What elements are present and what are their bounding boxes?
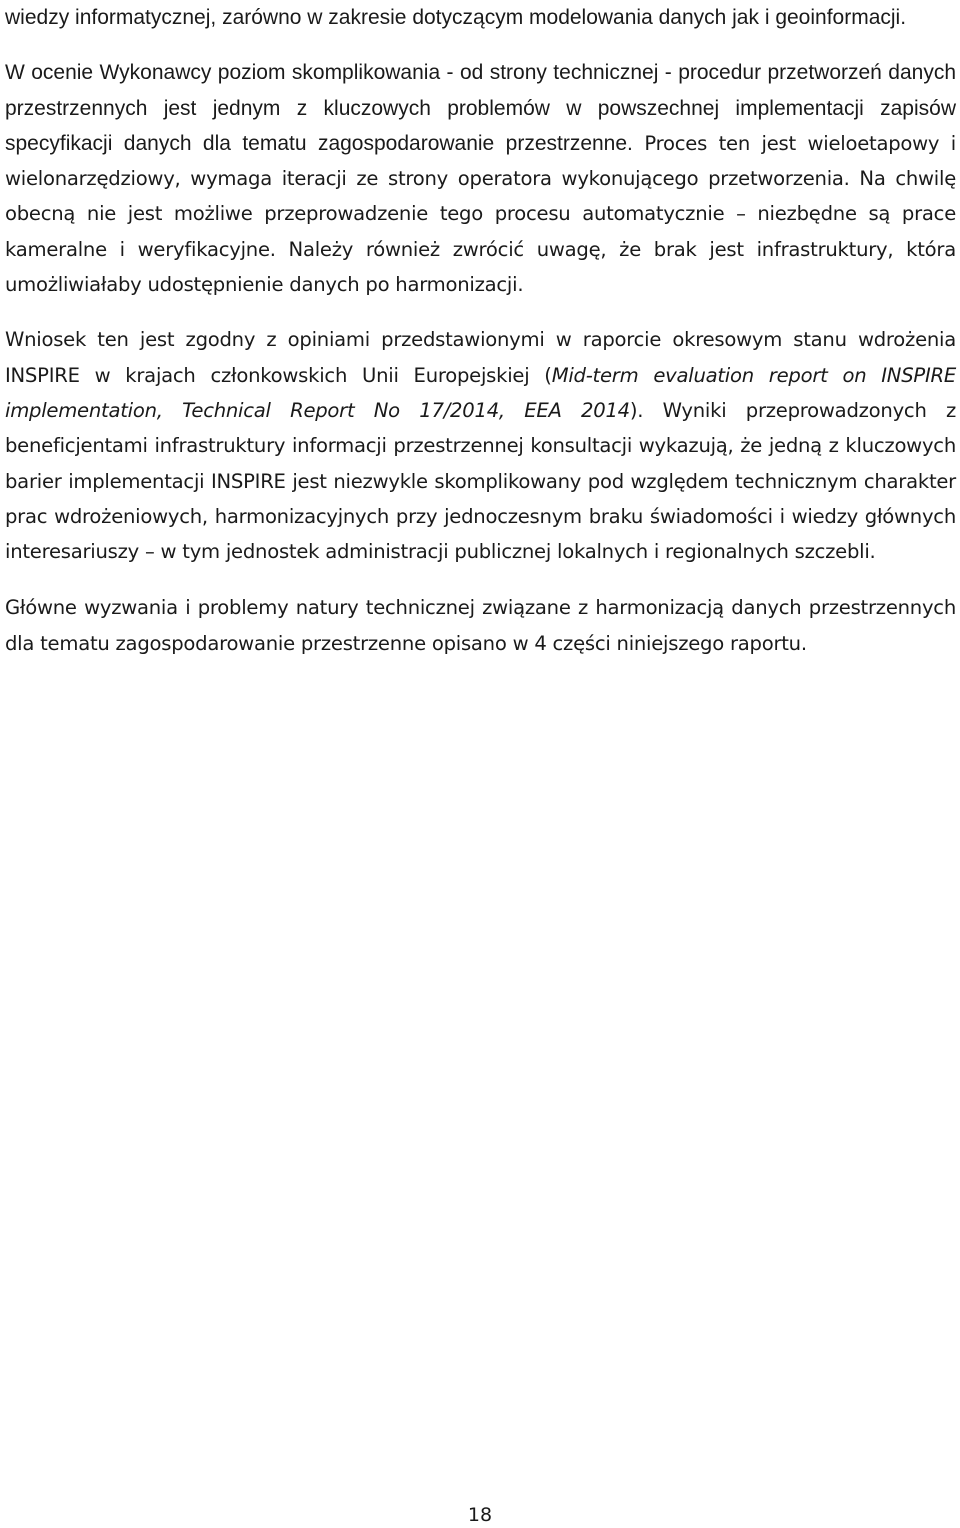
paragraph-complexity-part-b: Proces ten jest wieloetapowy i wielonarzędziowy, wymaga iteracji ze strony operatora wykonującego przetworzenia. Na chwilę obecną nie jest możliwe przeprowadzenie tego procesu automatycznie – niezbędne są prace kameralne i weryfikacyjne. Należy również zwrócić uwagę, że brak jest infrastruktury, która umożliwiałaby udostępnienie danych po harmonizacji. [5,131,956,297]
paragraph-complexity-part-a: W ocenie Wykonawcy poziom skomplikowania - od strony technicznej - procedur przetworzeń danych przestrzennych jest jednym z kluczowych problemów w powszechnej implementacji zapisów specyfikacji danych dla tematu zagospodarowanie przestrzenne. [5,61,956,155]
paragraph-challenges: Główne wyzwania i problemy natury technicznej związane z harmonizacją danych przestrzennych dla tematu zagospodarowanie przestrzenne opisano w 4 części niniejszego raportu. [5,596,956,655]
document-page [5,0,956,661]
paragraph-conclusion-before: Wniosek ten jest zgodny z opiniami przedstawionymi w raporcie okresowym stanu wdrożenia INSPIRE w krajach członkowskich Unii Europejskiej ( [5,328,956,387]
paragraph-complexity [5,55,956,302]
paragraph-continuation: wiedzy informatycznej, zarówno w zakresie dotyczącym modelowania danych jak i geoinformacji. [5,6,907,29]
paragraph-conclusion [5,322,956,569]
paragraph-conclusion-after: ). Wyniki przeprowadzonych z beneficjentami infrastruktury informacji przestrzennej konsultacji wykazują, że jedną z kluczowych barier implementacji INSPIRE jest niezwykle skomplikowany pod względem technicznym charakter prac wdrożeniowych, harmonizacyjnych przy jednoczesnym braku świadomości i wiedzy głównych interesariuszy – w tym jednostek administracji publicznej lokalnych i regionalnych szczebli. [5,398,957,564]
page-number: 18 [467,1504,493,1526]
report-citation: Mid-term evaluation report on INSPIRE implementation, Technical Report No 17/2014, EEA 2014 [5,363,956,422]
